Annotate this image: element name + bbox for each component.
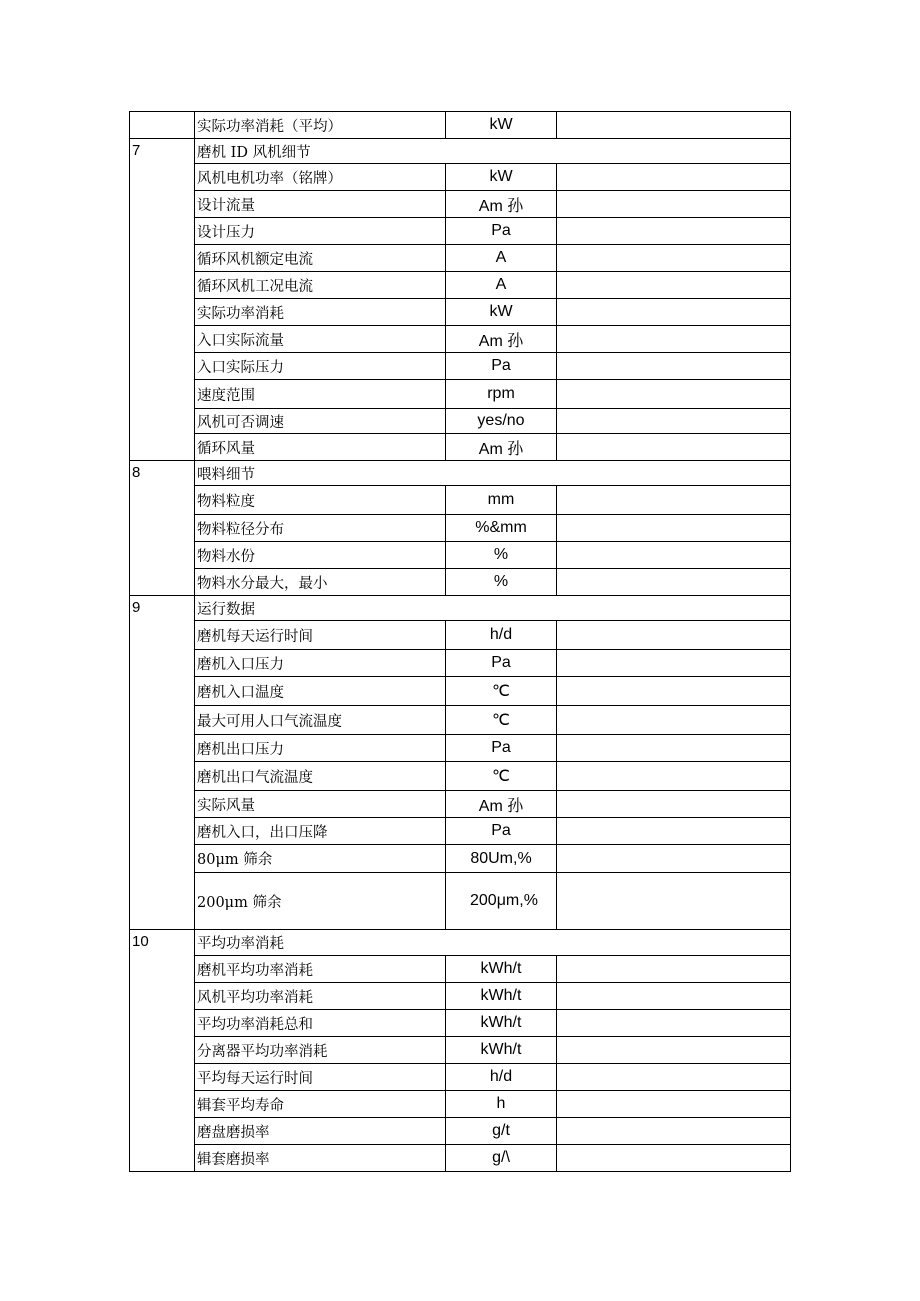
table-row — [130, 353, 791, 380]
data-sheet-table — [129, 111, 791, 1172]
item-name: 磨机平均功率消耗 — [195, 956, 446, 983]
unit-cell: Am 孙 — [446, 434, 557, 461]
unit-cell: ℃ — [446, 677, 557, 706]
table-row — [130, 164, 791, 191]
item-name: 入口实际流量 — [195, 326, 446, 353]
item-name: 物料粒度 — [195, 486, 446, 515]
section-title: 运行数据 — [195, 596, 791, 621]
unit-cell: A — [446, 245, 557, 272]
unit-cell: h — [446, 1091, 557, 1118]
item-name: 风机可否调速 — [195, 409, 446, 434]
unit-cell: ℃ — [446, 762, 557, 791]
unit-cell: g/t — [446, 1118, 557, 1145]
item-name: 磨机入口压力 — [195, 650, 446, 677]
section-number: 10 — [130, 930, 195, 1172]
value-input-cell[interactable] — [557, 735, 791, 762]
table-row — [130, 1037, 791, 1064]
item-name: 风机电机功率（铭牌） — [195, 164, 446, 191]
item-name: 循环风机工况电流 — [195, 272, 446, 299]
item-name: 速度范围 — [195, 380, 446, 409]
value-input-cell[interactable] — [557, 380, 791, 409]
unit-cell: kW — [446, 299, 557, 326]
table-row — [130, 245, 791, 272]
unit-cell: ℃ — [446, 706, 557, 735]
table-row — [130, 272, 791, 299]
table-row — [130, 1064, 791, 1091]
table-row — [130, 569, 791, 596]
value-input-cell[interactable] — [557, 112, 791, 139]
table-row — [130, 1145, 791, 1172]
unit-cell: A — [446, 272, 557, 299]
value-input-cell[interactable] — [557, 873, 791, 930]
unit-cell: kW — [446, 164, 557, 191]
item-name: 入口实际压力 — [195, 353, 446, 380]
value-input-cell[interactable] — [557, 818, 791, 845]
table-row — [130, 956, 791, 983]
item-name: 辑套磨损率 — [195, 1145, 446, 1172]
unit-cell: rpm — [446, 380, 557, 409]
value-input-cell[interactable] — [557, 191, 791, 218]
unit-cell: Pa — [446, 735, 557, 762]
unit-cell: % — [446, 569, 557, 596]
value-input-cell[interactable] — [557, 1118, 791, 1145]
value-input-cell[interactable] — [557, 486, 791, 515]
table-row — [130, 706, 791, 735]
section-number: 8 — [130, 461, 195, 596]
unit-cell: Am 孙 — [446, 326, 557, 353]
section-title: 平均功率消耗 — [195, 930, 791, 956]
item-name: 分离器平均功率消耗 — [195, 1037, 446, 1064]
table-row — [130, 380, 791, 409]
table-row — [130, 1118, 791, 1145]
item-name: 磨机每天运行时间 — [195, 621, 446, 650]
value-input-cell[interactable] — [557, 245, 791, 272]
unit-cell: Pa — [446, 650, 557, 677]
unit-cell: Am 孙 — [446, 191, 557, 218]
item-name: 实际风量 — [195, 791, 446, 818]
section-title: 磨机 ID 风机细节 — [195, 139, 791, 164]
value-input-cell[interactable] — [557, 983, 791, 1010]
value-input-cell[interactable] — [557, 1091, 791, 1118]
table-row — [130, 735, 791, 762]
unit-cell: Pa — [446, 353, 557, 380]
table-row — [130, 1091, 791, 1118]
value-input-cell[interactable] — [557, 677, 791, 706]
table-row — [130, 762, 791, 791]
value-input-cell[interactable] — [557, 1010, 791, 1037]
unit-cell: 80Um,% — [446, 845, 557, 873]
item-name: 物料水份 — [195, 542, 446, 569]
table-row — [130, 218, 791, 245]
item-name: 磨机出口压力 — [195, 735, 446, 762]
table-row — [130, 791, 791, 818]
item-name: 80μm 筛余 — [195, 845, 446, 873]
item-name: 实际功率消耗（平均） — [195, 112, 446, 139]
item-name: 平均功率消耗总和 — [195, 1010, 446, 1037]
table-row — [130, 299, 791, 326]
table-row — [130, 409, 791, 434]
value-input-cell[interactable] — [557, 515, 791, 542]
table-row — [130, 621, 791, 650]
item-name: 风机平均功率消耗 — [195, 983, 446, 1010]
table-row — [130, 1010, 791, 1037]
unit-cell: % — [446, 542, 557, 569]
section-header-row — [130, 461, 791, 486]
section-number: 7 — [130, 139, 195, 461]
unit-cell: yes/no — [446, 409, 557, 434]
unit-cell: kWh/t — [446, 956, 557, 983]
section-title: 喂料细节 — [195, 461, 791, 486]
value-input-cell[interactable] — [557, 650, 791, 677]
table-row — [130, 515, 791, 542]
section-header-row — [130, 930, 791, 956]
unit-cell: kWh/t — [446, 1010, 557, 1037]
value-input-cell[interactable] — [557, 434, 791, 461]
unit-cell: mm — [446, 486, 557, 515]
item-name: 实际功率消耗 — [195, 299, 446, 326]
table-row — [130, 486, 791, 515]
unit-cell: Pa — [446, 218, 557, 245]
table-row — [130, 873, 791, 930]
table-row — [130, 650, 791, 677]
value-input-cell[interactable] — [557, 299, 791, 326]
table-row — [130, 845, 791, 873]
item-name: 磨机入口，出口压降 — [195, 818, 446, 845]
value-input-cell[interactable] — [557, 845, 791, 873]
row-number-cell — [130, 112, 195, 139]
item-name: 设计压力 — [195, 218, 446, 245]
table-row — [130, 434, 791, 461]
data-sheet-body — [130, 112, 791, 1172]
table-row — [130, 818, 791, 845]
item-name: 200μm 筛余 — [195, 873, 446, 930]
value-input-cell[interactable] — [557, 353, 791, 380]
value-input-cell[interactable] — [557, 218, 791, 245]
table-row — [130, 191, 791, 218]
table-row — [130, 112, 791, 139]
unit-cell: kW — [446, 112, 557, 139]
table-row — [130, 677, 791, 706]
table-row — [130, 326, 791, 353]
item-name: 辑套平均寿命 — [195, 1091, 446, 1118]
unit-cell: kWh/t — [446, 1037, 557, 1064]
table-row — [130, 542, 791, 569]
value-input-cell[interactable] — [557, 956, 791, 983]
value-input-cell[interactable] — [557, 791, 791, 818]
value-input-cell[interactable] — [557, 1064, 791, 1091]
value-input-cell[interactable] — [557, 1145, 791, 1172]
unit-cell: 200μm,% — [446, 873, 557, 930]
value-input-cell[interactable] — [557, 326, 791, 353]
unit-cell: g/\ — [446, 1145, 557, 1172]
value-input-cell[interactable] — [557, 762, 791, 791]
unit-cell: %&mm — [446, 515, 557, 542]
value-input-cell[interactable] — [557, 706, 791, 735]
unit-cell: h/d — [446, 1064, 557, 1091]
unit-cell: h/d — [446, 621, 557, 650]
unit-cell: Pa — [446, 818, 557, 845]
value-input-cell[interactable] — [557, 569, 791, 596]
table-row — [130, 983, 791, 1010]
item-name: 循环风量 — [195, 434, 446, 461]
value-input-cell[interactable] — [557, 1037, 791, 1064]
item-name: 平均每天运行时间 — [195, 1064, 446, 1091]
item-name: 物料水分最大，最小 — [195, 569, 446, 596]
unit-cell: kWh/t — [446, 983, 557, 1010]
item-name: 磨机出口气流温度 — [195, 762, 446, 791]
section-header-row — [130, 139, 791, 164]
value-input-cell[interactable] — [557, 542, 791, 569]
value-input-cell[interactable] — [557, 409, 791, 434]
value-input-cell[interactable] — [557, 272, 791, 299]
section-header-row — [130, 596, 791, 621]
item-name: 循环风机额定电流 — [195, 245, 446, 272]
item-name: 物料粒径分布 — [195, 515, 446, 542]
value-input-cell[interactable] — [557, 621, 791, 650]
unit-cell: Am 孙 — [446, 791, 557, 818]
section-number: 9 — [130, 596, 195, 930]
item-name: 设计流量 — [195, 191, 446, 218]
item-name: 磨盘磨损率 — [195, 1118, 446, 1145]
item-name: 磨机入口温度 — [195, 677, 446, 706]
item-name: 最大可用人口气流温度 — [195, 706, 446, 735]
value-input-cell[interactable] — [557, 164, 791, 191]
